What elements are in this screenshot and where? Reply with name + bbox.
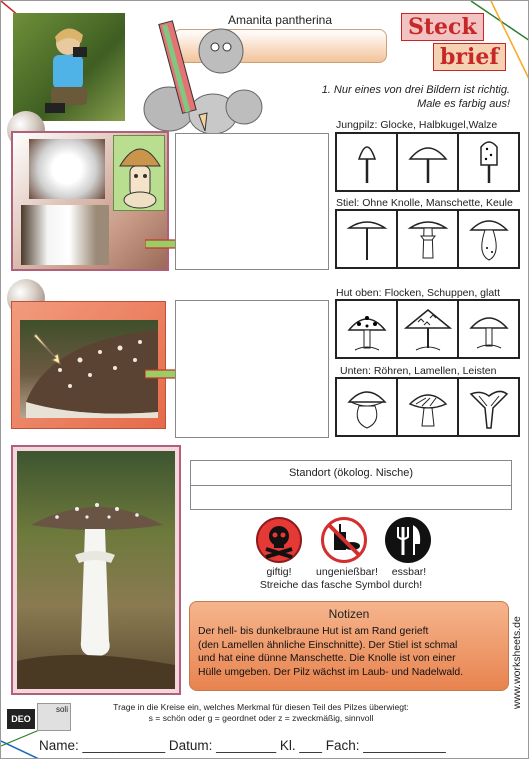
species-title: Amanita pantherina (227, 13, 333, 27)
mushroom-scales-icon (404, 304, 452, 354)
mushroom-flakes-icon (345, 304, 389, 354)
hut-label: Hut oben: Flocken, Schuppen, glatt (336, 287, 501, 299)
jungpilz-option-halbkugel[interactable] (398, 134, 459, 190)
symbols-instruction: Streiche das fasche Symbol durch! (259, 579, 423, 591)
instruction-line-2: Male es farbig aus! (417, 98, 510, 110)
stamp-line-1: Steck (401, 13, 484, 41)
cap-closeup-illustration (20, 320, 158, 418)
mushroom-ring-stem-icon (406, 214, 450, 264)
whole-mushroom-photo (17, 451, 175, 689)
hut-option-flocken[interactable] (337, 301, 398, 357)
notes-box (189, 601, 509, 691)
notes-text (198, 625, 500, 679)
edible-icon[interactable] (385, 517, 431, 563)
side-url (509, 601, 525, 711)
hut-option-schuppen[interactable] (398, 301, 459, 357)
unten-option-leisten[interactable] (459, 379, 518, 435)
notes-line-2: (den Lamellen ähnliche Einschnitte). Der Stiel ist schmal (198, 639, 458, 651)
hut-option-glatt[interactable] (459, 301, 518, 357)
footer-name-fields[interactable]: Name: ___________ Datum: ________ Kl. ___ Fach: ___________ (39, 738, 446, 753)
footer-hint-line-1: Trage in die Kreise ein, welches Merkmal für diesen Teil des Pilzes überwiegt: (113, 702, 409, 712)
stiel-option-manschette[interactable] (398, 211, 459, 267)
fork-knife-icon (385, 517, 431, 563)
mushroom-club-stem-icon (467, 214, 511, 264)
jungpilz-option-walze[interactable] (459, 134, 518, 190)
mushroom-dome-icon (406, 137, 450, 187)
stiel-label: Stiel: Ohne Knolle, Manschette, Keule (336, 197, 513, 209)
hut-options (335, 299, 520, 359)
mushroom-smooth-icon (467, 304, 511, 354)
mushroom-ridges-icon (467, 382, 511, 432)
notes-line-3: und hat eine dünne Manschette. Die Knolle ist von einer (198, 653, 456, 664)
section3-photo-frame (11, 445, 181, 695)
skull-crossbones-icon (258, 519, 300, 561)
footer-hint-line-2: s = schön oder g = geordnet oder z = zweckmäßig, sinnvoll (148, 713, 374, 723)
deo-soli-logo (7, 701, 71, 735)
instruction-text (290, 83, 510, 111)
child-illustration (13, 13, 125, 121)
stamp-line-2: brief (433, 43, 506, 71)
stiel-options (335, 209, 520, 269)
mushroom-bell-icon (349, 137, 385, 187)
jungpilz-label: Jungpilz: Glocke, Halbkugel,Walze (336, 119, 498, 131)
jungpilz-option-glocke[interactable] (337, 134, 398, 190)
child-photo (13, 13, 125, 121)
unten-label: Unten: Röhren, Lamellen, Leisten (340, 365, 497, 377)
essbar-label: essbar! (391, 566, 427, 578)
steckbrief-stamp (397, 11, 519, 75)
stiel-option-keule[interactable] (459, 211, 518, 267)
unten-options (335, 377, 520, 437)
unten-option-lamellen[interactable] (398, 379, 459, 435)
mushroom-tubes-icon (345, 382, 389, 432)
standort-answer-field[interactable] (191, 486, 511, 511)
poison-skull-icon[interactable] (256, 517, 302, 563)
unten-option-roehren[interactable] (337, 379, 398, 435)
section2-photo-frame (11, 301, 166, 429)
notes-title: Notizen (328, 607, 370, 621)
no-eating-icon (324, 520, 364, 560)
stiel-option-ohne-knolle[interactable] (337, 211, 398, 267)
notes-line-4: Hülle umgeben. Der Pilz wächst im Laub- und Nadelwald. (198, 666, 464, 678)
mushroom-plain-stem-icon (345, 214, 389, 264)
stem-photo (21, 205, 109, 265)
cap-closeup-photo (20, 320, 158, 418)
side-url-text: www.worksheets.de (511, 616, 523, 709)
mushroom-gills-icon (406, 382, 450, 432)
cartoon-mushroom-icon (114, 136, 165, 211)
giftig-label: giftig! (266, 566, 292, 578)
logo-left: DEO (7, 709, 35, 729)
inedible-icon[interactable] (321, 517, 367, 563)
section1-answer-box[interactable] (175, 133, 329, 270)
notes-line-1: Der hell- bis dunkelbraune Hut ist am Rand gerieft (198, 626, 429, 637)
standort-table (190, 460, 512, 510)
standort-label: Standort (ökolog. Nische) (191, 461, 511, 486)
section2-answer-box[interactable] (175, 300, 329, 438)
mushroom-cartoon (113, 135, 165, 211)
mushroom-cylinder-icon (471, 137, 507, 187)
ungeniessbar-label: ungenießbar! (316, 566, 378, 578)
whole-mushroom-illustration (17, 451, 175, 689)
footer-hint (81, 702, 441, 724)
instruction-line-1: 1. Nur eines von drei Bildern ist richtig. (321, 84, 510, 96)
young-mushroom-photo (29, 139, 105, 199)
jungpilz-options (335, 132, 520, 192)
logo-right: soli (37, 703, 71, 731)
